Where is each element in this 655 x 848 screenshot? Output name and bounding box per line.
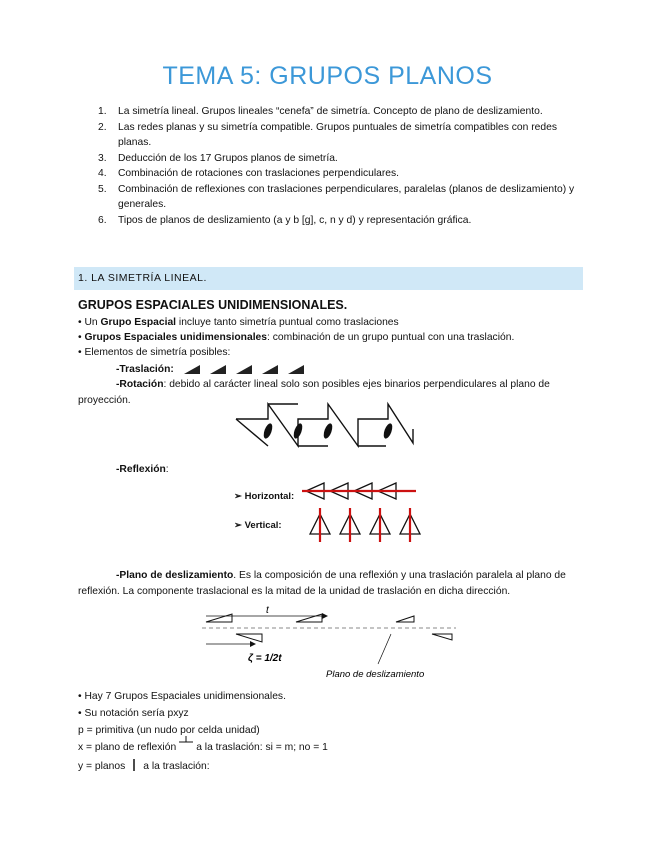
rotation-zigzag — [236, 404, 413, 446]
translation-motif — [210, 365, 226, 374]
twofold-axis-icon — [262, 422, 274, 439]
toc-number: 3. — [98, 152, 107, 164]
toc-number: 2. — [98, 121, 107, 133]
bullet-prefix: • Un — [78, 317, 101, 328]
bold-term: Grupos Espaciales unidimensionales — [84, 332, 268, 343]
arrow-head-icon — [250, 641, 256, 647]
pointer-line — [378, 634, 391, 664]
page-title: TEMA 5: GRUPOS PLANOS — [162, 62, 493, 90]
vertical-mirror-figure — [306, 508, 424, 544]
bullet-line — [78, 332, 514, 343]
arrow-bullet-icon: ➢ — [234, 491, 245, 502]
definition-line — [78, 757, 210, 772]
twofold-axis-icon — [382, 422, 394, 439]
label-zeta: ζ = 1/2t — [248, 653, 282, 664]
label-text: Vertical: — [244, 520, 282, 531]
toc-number: 4. — [98, 168, 107, 179]
bold-term: -Plano de deslizamiento — [116, 570, 234, 581]
twofold-axis-icon — [292, 422, 304, 439]
bold-term: Grupo Espacial — [100, 317, 177, 328]
arrow-head-icon — [322, 613, 328, 619]
glide-motif — [396, 616, 414, 622]
definition-text: y = planos — [78, 761, 126, 772]
bold-term: -Rotación — [116, 379, 164, 390]
arrow-bullet-icon: ➢ — [234, 520, 245, 531]
toc-item — [98, 182, 588, 213]
toc-text: Combinación de reflexiones con traslaciones perpendiculares, paralelas (planos de deslizamiento) y generales. — [118, 183, 575, 210]
bullet-line: • Elementos de simetría posibles: — [78, 347, 231, 358]
label-glide-plane: Plano de deslizamiento — [326, 669, 425, 680]
plano-paragraph — [78, 568, 578, 600]
label-t: t — [266, 605, 269, 616]
label-text: Horizontal: — [244, 491, 295, 502]
bullet-text: incluye tanto simetría puntual como traslaciones — [176, 317, 399, 328]
translation-motif — [184, 365, 200, 374]
paragraph-text: . Es la composición de una reflexión y una traslación paralela al plano de reflexión. La componente traslacional es la mitad de la unidad de traslación en dicha dirección. — [78, 570, 566, 597]
toc-item — [98, 166, 588, 182]
colon: : — [165, 464, 169, 475]
bold-term: -Reflexión — [116, 464, 166, 475]
perpendicular-icon — [179, 736, 193, 746]
bullet-line: • Su notación sería pxyz — [78, 708, 189, 719]
translation-motif — [236, 365, 252, 374]
parallel-icon — [130, 759, 138, 771]
toc-number: 1. — [98, 106, 107, 117]
glide-motif-reflected — [432, 634, 452, 640]
definition-text: a la traslación: si = m; no = 1 — [196, 742, 328, 753]
toc-item — [98, 151, 588, 167]
toc-number: 6. — [98, 214, 107, 226]
translation-figure — [184, 362, 324, 376]
translation-motif — [262, 365, 278, 374]
toc-item — [98, 104, 588, 120]
glide-plane-figure — [196, 604, 466, 684]
horizontal-mirror-figure — [302, 481, 418, 501]
paragraph-text: : debido al carácter lineal solo son posibles ejes binarios perpendiculares al plano de proyección. — [78, 379, 550, 406]
definition-line — [78, 740, 328, 753]
toc-text: Combinación de rotaciones con traslaciones perpendiculares. — [118, 168, 400, 179]
rotation-figure — [236, 401, 426, 451]
rotation-edge — [268, 404, 386, 446]
horizontal-label — [234, 491, 294, 502]
section-heading: 1. LA SIMETRÍA LINEAL. — [74, 267, 583, 290]
toc-text: La simetría lineal. Grupos lineales “cenefa” de simetría. Concepto de plano de deslizamiento. — [118, 106, 543, 117]
glide-motif-reflected — [236, 634, 262, 642]
definition-line: p = primitiva (un nudo por celda unidad) — [78, 725, 260, 736]
translation-motif — [288, 365, 304, 374]
bullet-prefix: • — [78, 332, 85, 343]
definition-text: a la traslación: — [143, 761, 210, 772]
traslacion-label: -Traslación: — [116, 364, 174, 375]
twofold-axis-icon — [322, 422, 334, 439]
glide-motif — [206, 614, 232, 622]
rotation-edge — [236, 419, 268, 446]
definition-text: x = plano de reflexión — [78, 742, 177, 753]
bullet-line: • Hay 7 Grupos Espaciales unidimensionales. — [78, 691, 286, 702]
toc-item — [98, 213, 588, 229]
vertical-label — [234, 520, 282, 531]
subheading: GRUPOS ESPACIALES UNIDIMENSIONALES. — [78, 298, 348, 312]
table-of-contents — [98, 104, 588, 228]
bullet-line — [78, 317, 399, 328]
bullet-text: : combinación de un grupo puntual con una traslación. — [267, 332, 515, 343]
toc-text: Las redes planas y su simetría compatible. Grupos puntuales de simetría compatibles con redes planas. — [118, 121, 557, 148]
toc-item — [98, 120, 588, 151]
toc-number: 5. — [98, 183, 107, 195]
glide-motif — [296, 614, 322, 622]
toc-text: Deducción de los 17 Grupos planos de simetría. — [118, 152, 338, 164]
toc-text: Tipos de planos de deslizamiento (a y b [g], c, n y d) y representación gráfica. — [118, 214, 472, 226]
reflexion-label — [116, 464, 169, 475]
